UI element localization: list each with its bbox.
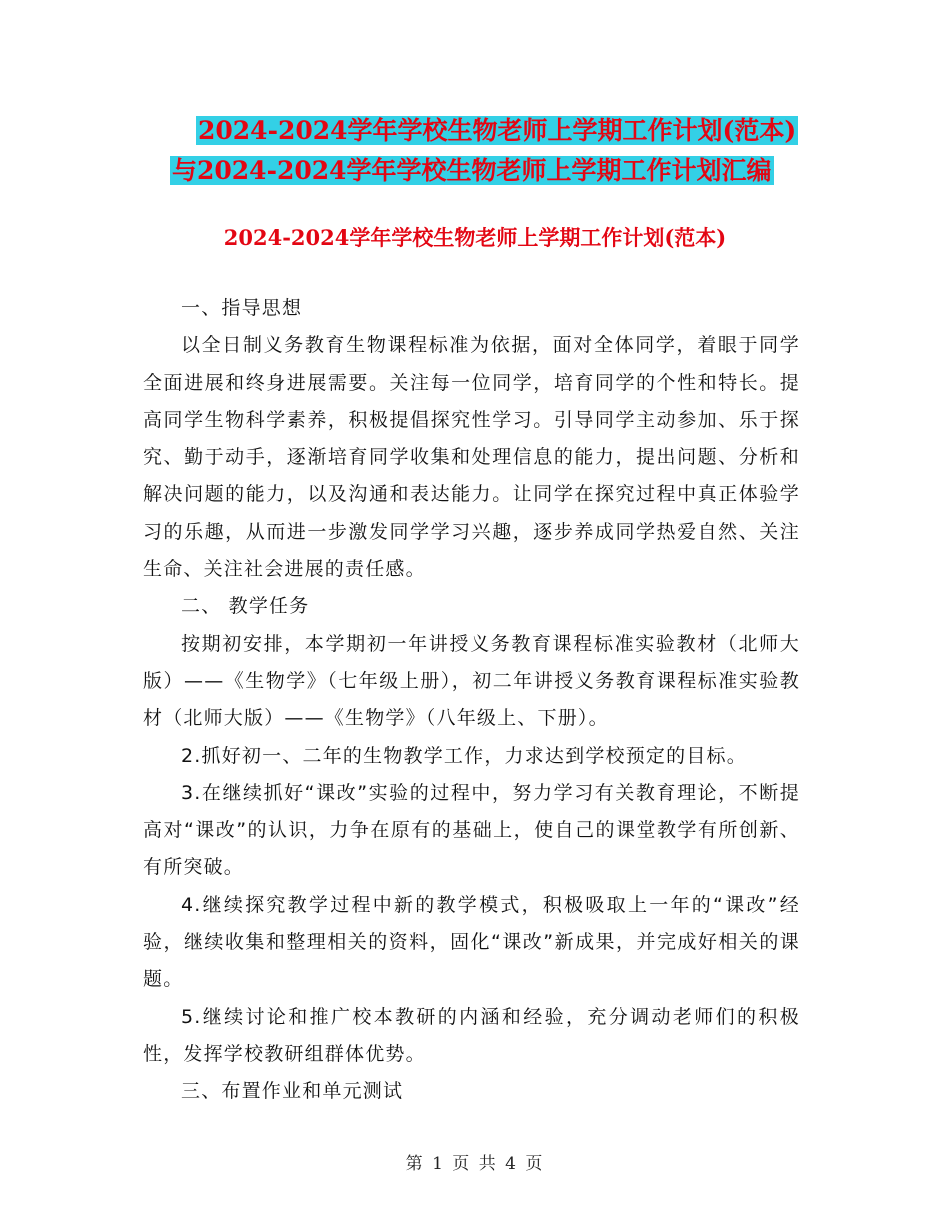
heading-guiding-ideology: 一、指导思想: [181, 297, 303, 319]
heading-teaching-tasks: 二、 教学任务: [181, 595, 310, 618]
paragraph-task-2: 2.抓好初一、二年的生物教学工作，力求达到学校预定的目标。: [181, 744, 747, 767]
title-line-2: 与2024-2024学年学校生物老师上学期工作计划汇编: [172, 156, 772, 185]
paragraph-task-1: 按期初安排，本学期初一年讲授义务教育课程标准实验教材（北师大版）——《生物学》（七年级上册），初二年讲授义务教育课程标准实验教材（北师大版）——《生物学》（八年级上、下册）。: [143, 632, 800, 730]
title-line-1: 2024-2024学年学校生物老师上学期工作计划(范本): [198, 116, 797, 145]
heading-homework-tests: 三、布置作业和单元测试: [181, 1080, 404, 1103]
section-title: 2024-2024学年学校生物老师上学期工作计划(范本): [223, 225, 727, 250]
paragraph-guiding-ideology: 以全日制义务教育生物课程标准为依据，面对全体同学，着眼于同学全面进展和终身进展需要。关注每一位同学，培育同学的个性和特长。提高同学生物科学素养，积极提倡探究性学习。引导同学主动参加、乐于探究、勤于动手，逐渐培育同学收集和处理信息的能力，提出问题、分析和解决问题的能力，以及沟通和表达能力。让同学在探究过程中真正体验学习的乐趣，从而进一步激发同学学习兴趣，逐步养成同学热爱自然、关注生命、关注社会进展的责任感。: [143, 334, 800, 581]
paragraph-task-3: 3.在继续抓好“课改”实验的过程中，努力学习有关教育理论，不断提高对“课改”的认识，力争在原有的基础上，使自己的课堂教学有所创新、有所突破。: [143, 781, 800, 879]
document-body: [143, 290, 800, 1111]
page-footer: 第 1 页 共 4 页: [405, 1154, 545, 1174]
paragraph-task-5: 5.继续讨论和推广校本教研的内涵和经验，充分调动老师们的积极性，发挥学校教研组群体优势。: [143, 1005, 800, 1065]
paragraph-task-4: 4.继续探究教学过程中新的教学模式，积极吸取上一年的“课改”经验，继续收集和整理相关的资料，固化“课改”新成果，并完成好相关的课题。: [143, 893, 800, 991]
document-title: [170, 111, 830, 191]
